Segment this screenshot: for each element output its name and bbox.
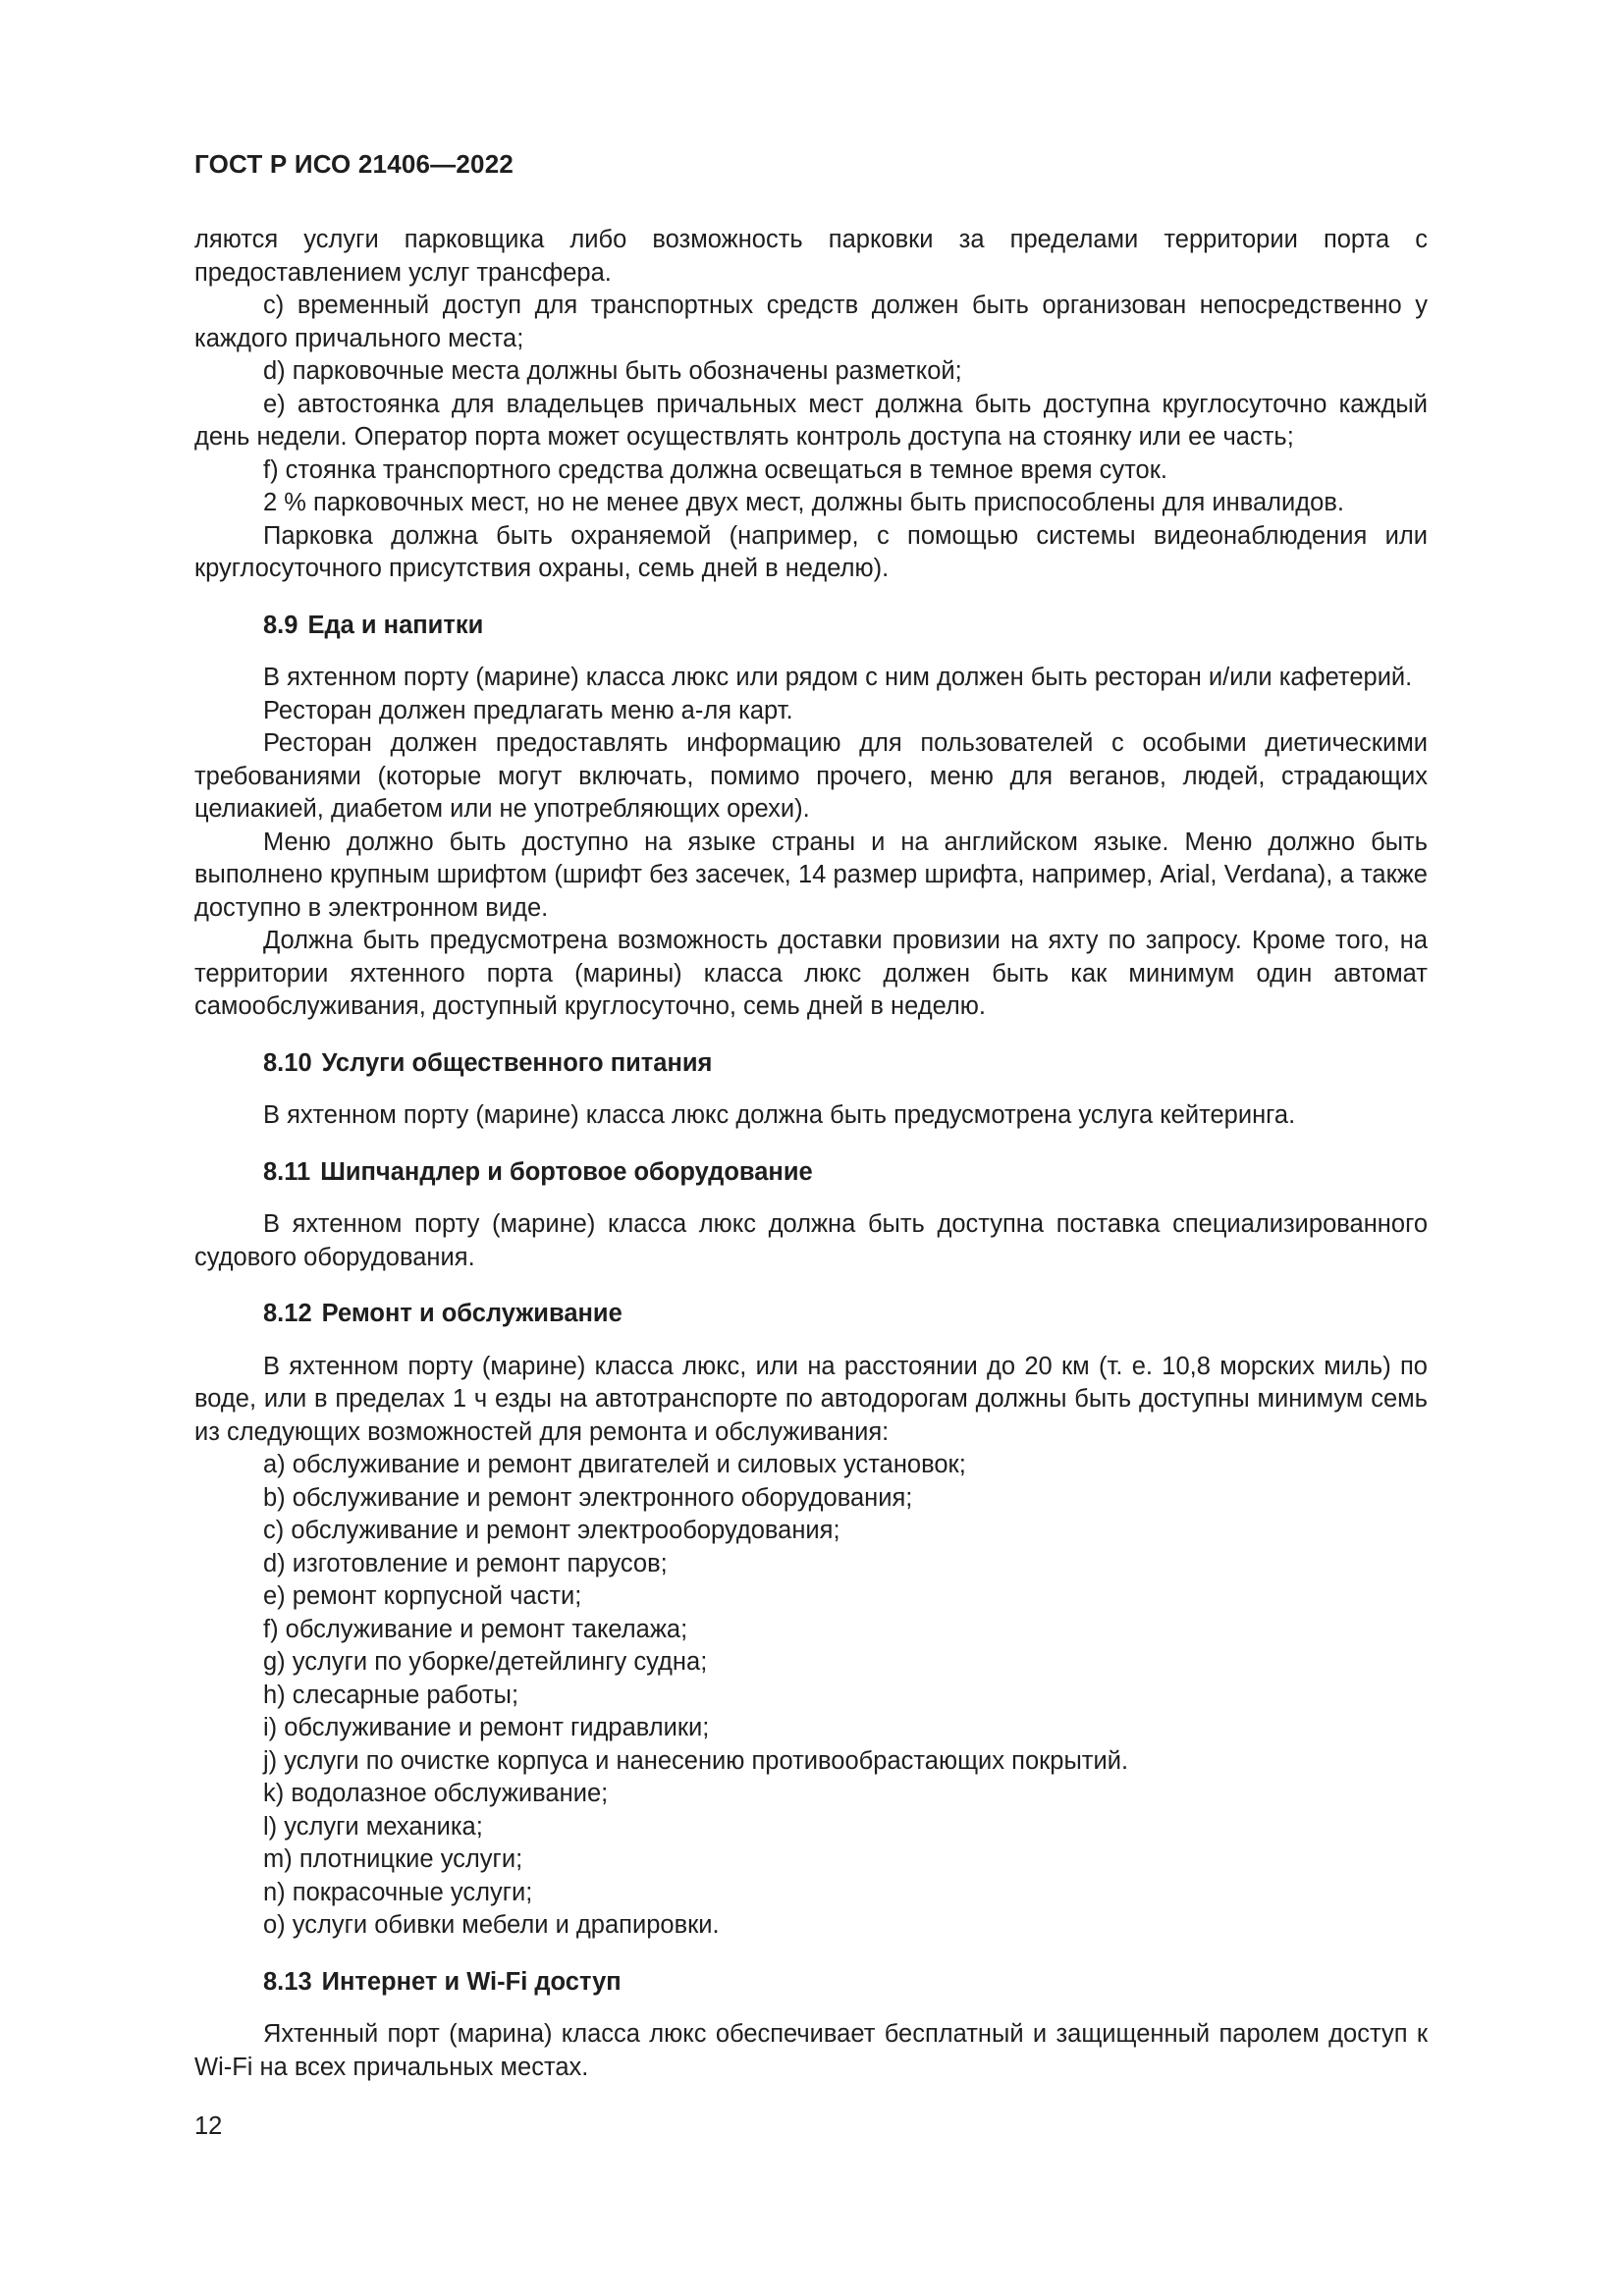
paragraph: Ресторан должен предоставлять информацию для пользователей с особыми диетическими требованиями (которые могут включать, помимо прочего, меню для веганов, людей, страдающих целиакией, диабетом или не употребляющих орехи). <box>194 729 1428 823</box>
document-body <box>194 224 1428 2084</box>
list-item: d) парковочные места должны быть обозначены разметкой; <box>263 357 962 385</box>
section-heading-8-13 <box>194 1966 1428 2000</box>
list-item: o) услуги обивки мебели и драпировки. <box>263 1911 720 1939</box>
paragraph: В яхтенном порту (марине) класса люкс или рядом с ним должен быть ресторан и/или кафетерий. <box>263 664 1413 691</box>
section-number: 8.13 <box>263 1967 312 1996</box>
list-item: h) слесарные работы; <box>263 1681 519 1709</box>
paragraph: В яхтенном порту (марине) класса люкс должна быть доступна поставка специализированного судового оборудования. <box>194 1210 1428 1271</box>
section-title: Шипчандлер и бортовое оборудование <box>320 1157 813 1186</box>
paragraph: 2 % парковочных мест, но не менее двух мест, должны быть приспособлены для инвалидов. <box>263 489 1344 516</box>
section-number: 8.9 <box>263 611 298 639</box>
list-item: g) услуги по уборке/детейлингу судна; <box>263 1648 708 1676</box>
list-item: f) стоянка транспортного средства должна освещаться в темное время суток. <box>263 455 1167 484</box>
section-heading-8-9 <box>194 610 1428 643</box>
section-heading-8-10 <box>194 1047 1428 1081</box>
section-title: Ремонт и обслуживание <box>321 1300 623 1327</box>
section-number: 8.10 <box>263 1048 312 1077</box>
paragraph: В яхтенном порту (марине) класса люкс, или на расстоянии до 20 км (т. е. 10,8 морских миль) по воде, или в пределах 1 ч езды на автотранспорте по автодорогам должны быть доступны минимум семь из следующих возможностей для ремонта и обслуживания: <box>194 1352 1428 1446</box>
list-item: j) услуги по очистке корпуса и нанесению противообрастающих покрытий. <box>263 1746 1129 1775</box>
list-item: a) обслуживание и ремонт двигателей и силовых установок; <box>263 1451 966 1478</box>
section-number: 8.11 <box>263 1157 311 1186</box>
document-header: ГОСТ Р ИСО 21406—2022 <box>194 149 514 179</box>
paragraph: Меню должно быть доступно на языке страны и на английском языке. Меню должно быть выполнено крупным шрифтом (шрифт без засечек, 14 размер шрифта, например, Arial, Verdana), а также доступно в электронном виде. <box>194 828 1428 922</box>
paragraph: Ресторан должен предлагать меню а-ля карт. <box>263 696 793 724</box>
section-title: Еда и напитки <box>307 611 484 639</box>
section-heading-8-11 <box>194 1156 1428 1190</box>
list-item: l) услуги механика; <box>263 1812 483 1841</box>
list-item: c) временный доступ для транспортных средств должен быть организован непосредственно у каждого причального места; <box>194 292 1428 352</box>
list-item: b) обслуживание и ремонт электронного оборудования; <box>263 1483 913 1512</box>
paragraph: В яхтенном порту (марине) класса люкс должна быть предусмотрена услуга кейтеринга. <box>263 1101 1296 1129</box>
paragraph: Должна быть предусмотрена возможность доставки провизии на яхту по запросу. Кроме того, на территории яхтенного порта (марины) класса люкс должен быть как минимум один автомат самообслуживания, доступный круглосуточно, семь дней в неделю. <box>194 927 1428 1020</box>
section-title: Интернет и Wi-Fi доступ <box>321 1967 622 1996</box>
list-item: n) покрасочные услуги; <box>263 1878 533 1906</box>
list-item: e) автостоянка для владельцев причальных мест должна быть доступна круглосуточно каждый день недели. Оператор порта может осуществлять контроль доступа на стоянку или ее часть; <box>194 390 1428 451</box>
page-number: 12 <box>194 2112 223 2140</box>
section-title: Услуги общественного питания <box>321 1048 713 1077</box>
paragraph: Парковка должна быть охраняемой (например, с помощью системы видеонаблюдения или круглосуточного присутствия охраны, семь дней в неделю). <box>194 521 1428 582</box>
list-item: d) изготовление и ремонт парусов; <box>263 1549 668 1577</box>
list-item: i) обслуживание и ремонт гидравлики; <box>263 1714 710 1741</box>
list-item: f) обслуживание и ремонт такелажа; <box>263 1615 688 1643</box>
list-item: m) плотницкие услуги; <box>263 1845 523 1873</box>
section-number: 8.12 <box>263 1300 312 1327</box>
section-heading-8-12 <box>194 1298 1428 1331</box>
paragraph: ляются услуги парковщика либо возможность парковки за пределами территории порта с предоставлением услуг трансфера. <box>194 226 1428 287</box>
list-item: c) обслуживание и ремонт электрооборудования; <box>263 1517 840 1544</box>
list-item: k) водолазное обслуживание; <box>263 1780 609 1807</box>
list-item: e) ремонт корпусной части; <box>263 1582 582 1610</box>
paragraph: Яхтенный порт (марина) класса люкс обеспечивает бесплатный и защищенный паролем доступ к Wi-Fi на всех причальных местах. <box>194 2020 1428 2081</box>
